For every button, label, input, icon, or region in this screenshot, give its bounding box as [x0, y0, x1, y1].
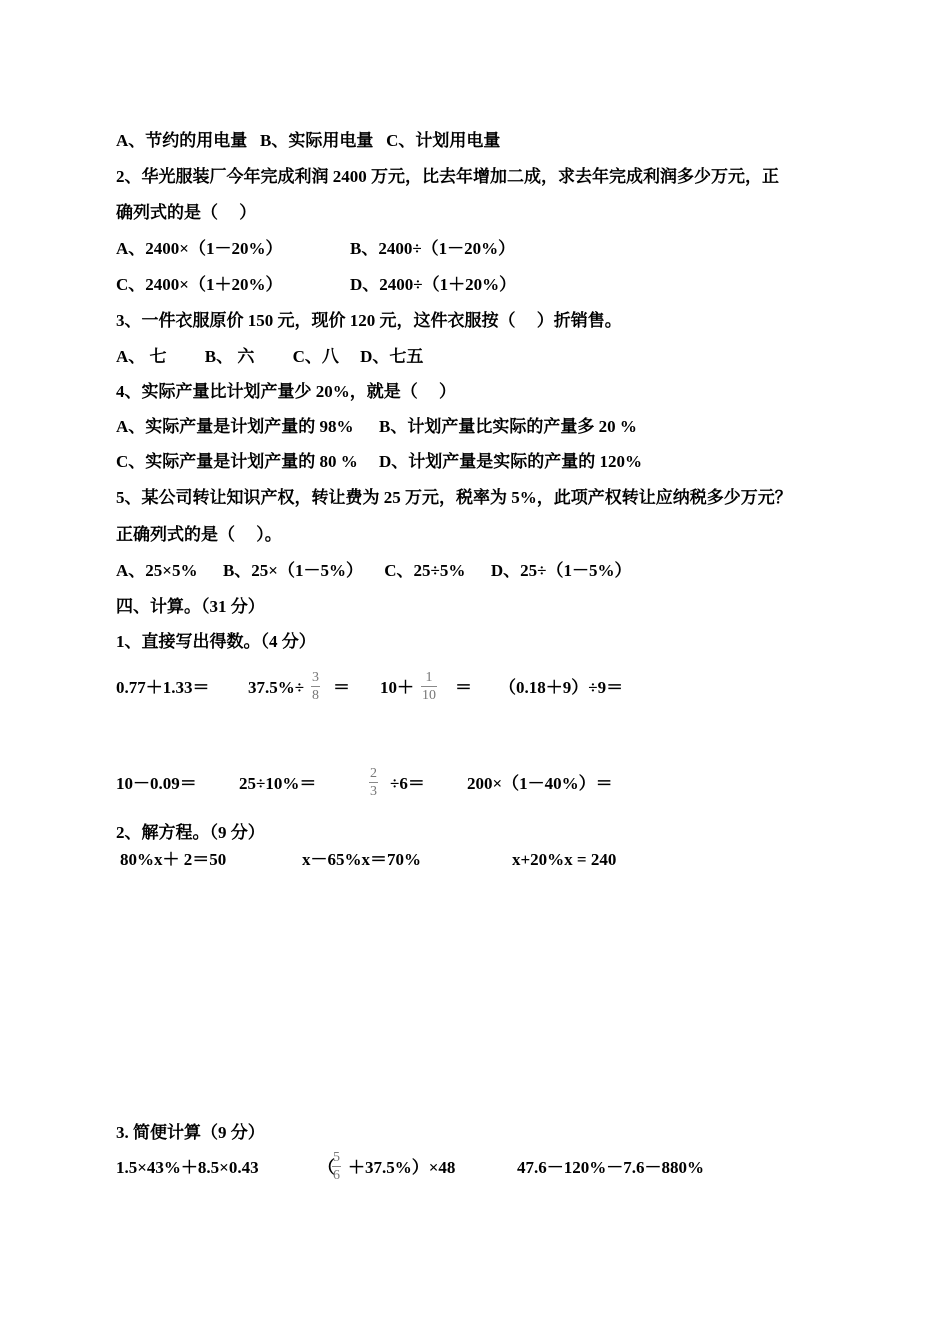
- q3-question: 3、一件衣服原价 150 元，现价 120 元，这件衣服按（ ）折销售。: [116, 311, 622, 330]
- calc-7-suffix: ÷6＝: [390, 774, 425, 793]
- calc-5-expr: 10－0.09＝: [116, 774, 197, 793]
- calc-8-expr: 200×（1－40%）＝: [467, 774, 613, 793]
- q2-option-b: B、2400÷（1－20%）: [350, 239, 516, 258]
- q3-options: A、 七 B、 六 C、八 D、七五: [116, 347, 424, 366]
- q2-option-d: D、2400÷（1＋20%）: [350, 275, 517, 294]
- calc-6-expr: 25÷10%＝: [239, 774, 317, 793]
- calc-1-expr: 0.77＋1.33＝: [116, 678, 210, 697]
- fraction-bar: [311, 686, 320, 687]
- simplify-3: 47.6－120%－7.6－880%: [517, 1158, 704, 1177]
- q4-question: 4、实际产量比计划产量少 20%，就是（ ）: [116, 382, 456, 401]
- fraction-2-3: [369, 766, 378, 799]
- simplify-2-prefix: （: [318, 1158, 335, 1177]
- equation-1: 80%x＋ 2＝50: [120, 850, 227, 869]
- calc-4-expr: （0.18＋9）÷9＝: [499, 678, 624, 697]
- q4-options-cd: C、实际产量是计划产量的 80 % D、计划产量是实际的产量的 120%: [116, 452, 643, 471]
- q1-options: A、节约的用电量 B、实际用电量 C、计划用电量: [116, 131, 501, 150]
- simplify-1: 1.5×43%＋8.5×0.43: [116, 1158, 259, 1177]
- fraction-bar: [332, 1166, 341, 1167]
- q2-option-c: C、2400×（1＋20%）: [116, 275, 283, 294]
- fraction-5-6: [332, 1150, 341, 1183]
- fraction-1-10: [421, 670, 437, 703]
- subsection-2-heading: 2、解方程。（9 分）: [116, 823, 265, 842]
- q5-options: A、25×5% B、25×（1－5%） C、25÷5% D、25÷（1－5%）: [116, 561, 632, 580]
- calc-2-prefix: 37.5%÷: [248, 678, 305, 697]
- q5-question-line2: 正确列式的是（ ）。: [116, 525, 282, 544]
- fraction-bar: [421, 686, 437, 687]
- fraction-bar: [369, 782, 378, 783]
- calc-2-equals: ＝: [333, 678, 350, 697]
- q2-question-line2: 确列式的是（ ）: [116, 203, 257, 222]
- fraction-denominator: 6: [333, 1168, 340, 1183]
- q4-options-ab: A、实际产量是计划产量的 98% B、计划产量比实际的产量多 20 %: [116, 417, 637, 436]
- subsection-3-heading: 3. 简便计算（9 分）: [116, 1123, 265, 1142]
- equation-2: x－65%x＝70%: [302, 850, 421, 869]
- fraction-numerator: 5: [333, 1150, 340, 1165]
- equation-3: x+20%x = 240: [512, 850, 617, 869]
- q2-question-line1: 2、华光服装厂今年完成利润 2400 万元，比去年增加二成，求去年完成利润多少万元，正: [116, 167, 779, 186]
- fraction-denominator: 3: [370, 784, 377, 799]
- fraction-numerator: 1: [425, 670, 433, 685]
- fraction-denominator: 10: [422, 688, 436, 703]
- simplify-2-suffix: ＋37.5%）×48: [348, 1158, 456, 1177]
- section-heading: 四、计算。（31 分）: [116, 597, 265, 616]
- fraction-3-8: [311, 670, 320, 703]
- calc-3-equals: ＝: [455, 678, 472, 697]
- fraction-denominator: 8: [312, 688, 319, 703]
- q2-option-a: A、2400×（1－20%）: [116, 239, 283, 258]
- calc-3-prefix: 10＋: [380, 678, 414, 697]
- subsection-1-heading: 1、直接写出得数。（4 分）: [116, 632, 316, 651]
- fraction-numerator: 3: [312, 670, 319, 685]
- fraction-numerator: 2: [370, 766, 377, 781]
- q5-question-line1: 5、某公司转让知识产权，转让费为 25 万元，税率为 5%，此项产权转让应纳税多少万元？: [116, 488, 792, 507]
